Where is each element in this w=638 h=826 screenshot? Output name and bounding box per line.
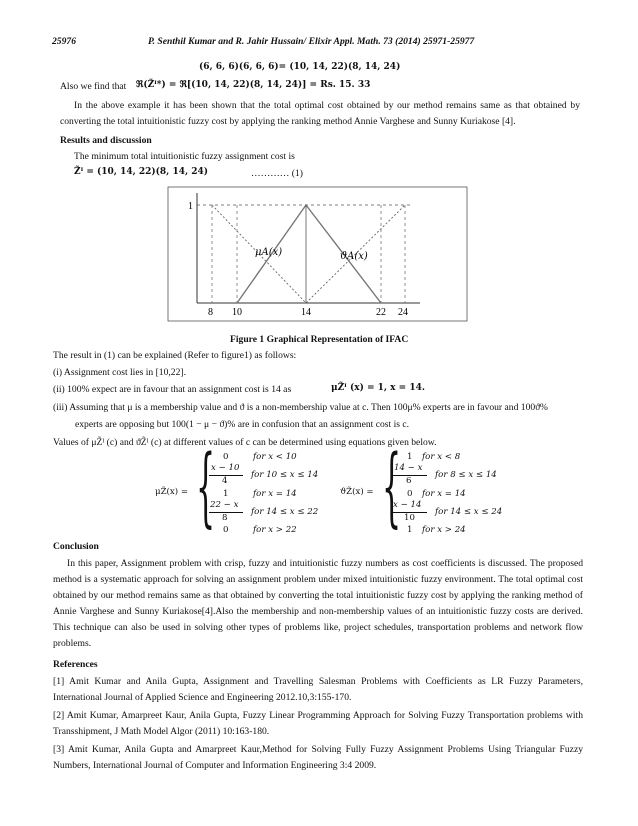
page-number: 25976 [52,36,76,47]
theta-case-2-value: 0 [407,489,413,499]
equation-product: (6, 6, 6)(6, 6, 6)= (10, 14, 22)(8, 14, 24) [199,62,401,72]
theta-curve [212,205,405,303]
ifac-figure [0,185,638,335]
mu-lhs: μZ̃(x) = [155,487,189,497]
reference-1: [1] Amit Kumar and Anila Gupta, Assignment and Travelling Salesman Problems with Coefficients as LR Fuzzy Parameters, International Journal of Applied Science and Engineering 2012.10,3:155-170. [53,676,583,703]
item-iii-line1: (iii) Assuming that μ is a membership value and ϑ is a non-membership value at c. Then 100μ% experts are in favour and 100ϑ% [53,402,548,413]
theta-case-3-den: 10 [404,513,415,523]
ranking-equation: ℜ(Z̃ᴵ*) = ℜ[(10, 14, 22)(8, 14, 24)] = Rs. 15. 33 [136,80,371,90]
item-i: (i) Assignment cost lies in [10,22]. [53,367,186,378]
mu-case-2-value: 1 [223,489,229,499]
reference-2: [2] Amit Kumar, Amarpreet Kaur, Anila Gupta, Fuzzy Linear Programming Approach for Solving Fuzzy Transportation problems with Transshipment, J Math Model Algor (2011) 10:163-180. [53,710,583,737]
mu-case-3-num: 22 − x [210,500,239,510]
theta-case-4-value: 1 [407,525,413,535]
conclusion-paragraph: In this paper, Assignment problem with crisp, fuzzy and intuitionistic fuzzy numbers as cost coefficients is discussed. The proposed method is a systematic approach for solving an assignment problem under mixed intuitionistic fuzzy environment. The total optimal cost obtained by our method remains same as that obtained by converting the total intuitionistic fuzzy cost by applying the ranking method of Annie Varghese and Sunny Kuriakose[4].Also the membership and non-membership values of an intuitionistic fuzzy costs are derived. This technique can also be used in solving other types of problems like, project schedules, transportation problems and network flow problems. [53,558,583,649]
mu-case-0-cond: for x < 10 [253,452,297,462]
conclusion-heading: Conclusion [53,541,99,552]
theta-case-1-num: 14 − x [394,463,423,473]
x-tick-22: 22 [376,307,386,318]
x-tick-10: 10 [232,307,242,318]
figure-caption: Figure 1 Graphical Representation of IFAC [230,334,409,345]
theta-piecewise [340,437,540,537]
x-tick-14: 14 [301,307,311,318]
example-paragraph: In the above example it has been shown that the total optimal cost obtained by our method remains same as that obtained by converting the total intuitionistic fuzzy cost by applying the ranking method Annie Varghese and Sunny Kuriakose [4]. [60,100,580,127]
mu-case-0-value: 0 [223,452,229,462]
mu-case-2-cond: for x = 14 [253,489,297,499]
theta-case-1-cond: for 8 ≤ x ≤ 14 [435,470,497,480]
min-cost-line: The minimum total intuitionistic fuzzy assignment cost is [74,151,295,162]
theta-case-3-num: x − 14 [393,500,422,510]
mu-case-3-den: 8 [222,513,228,523]
theta-case-0-value: 1 [407,452,413,462]
equation-1-number: ………… (1) [251,168,303,179]
theta-case-4-cond: for x > 24 [422,525,466,535]
mu-case-1-num: x − 10 [211,463,240,473]
theta-brace: { [382,437,402,537]
x-tick-24: 24 [398,307,408,318]
also-find-prefix: Also we find that [60,81,127,92]
reference-3: [3] Amit Kumar, Anila Gupta and Amarpreet Kaur,Method for Solving Fully Fuzzy Assignment Problems Using Triangular Fuzzy Numbers, International Journal of Computer and Information Engineering 3:4 2009. [53,744,583,771]
x-tick-8: 8 [208,307,213,318]
item-iii-line2: experts are opposing but 100(1 − μ − ϑ)% are in confusion that an assignment cost is c. [75,419,410,430]
mu-case-1-cond: for 10 ≤ x ≤ 14 [251,470,319,480]
mu-case-3-cond: for 14 ≤ x ≤ 22 [251,507,319,517]
mu-label: μA(x) [255,247,283,258]
mu-brace: { [196,437,216,537]
theta-case-2-cond: for x = 14 [422,489,466,499]
mu-case-4-cond: for x > 22 [253,525,297,535]
values-line: Values of μZ̃ᴵ (c) and ϑZ̃ᴵ (c) at different values of c can be determined using equations given below. [53,437,437,448]
item-ii-math: μZ̃ᴵ (x) = 1, x = 14. [331,383,425,393]
theta-label: ϑA(x) [340,251,368,262]
running-title: P. Senthil Kumar and R. Jahir Hussain/ Elixir Appl. Math. 73 (2014) 25971-25977 [148,36,475,47]
references-heading: References [53,659,98,670]
y-tick-1: 1 [188,201,193,212]
equation-1-lhs: Z̃ᴵ = (10, 14, 22)(8, 14, 24) [74,167,209,177]
mu-case-1-den: 4 [222,476,228,486]
results-heading: Results and discussion [60,135,152,146]
theta-case-3-cond: for 14 ≤ x ≤ 24 [435,507,503,517]
theta-case-0-cond: for x < 8 [422,452,461,462]
theta-case-1-den: 6 [406,476,412,486]
item-ii-text: (ii) 100% expect are in favour that an assignment cost is 14 as [53,384,292,395]
mu-case-4-value: 0 [223,525,229,535]
theta-lhs: ϑZ̃(x) = [340,487,374,497]
figure-frame [168,187,467,321]
mu-piecewise [155,437,345,537]
explain-intro: The result in (1) can be explained (Refer to figure1) as follows: [53,350,297,361]
